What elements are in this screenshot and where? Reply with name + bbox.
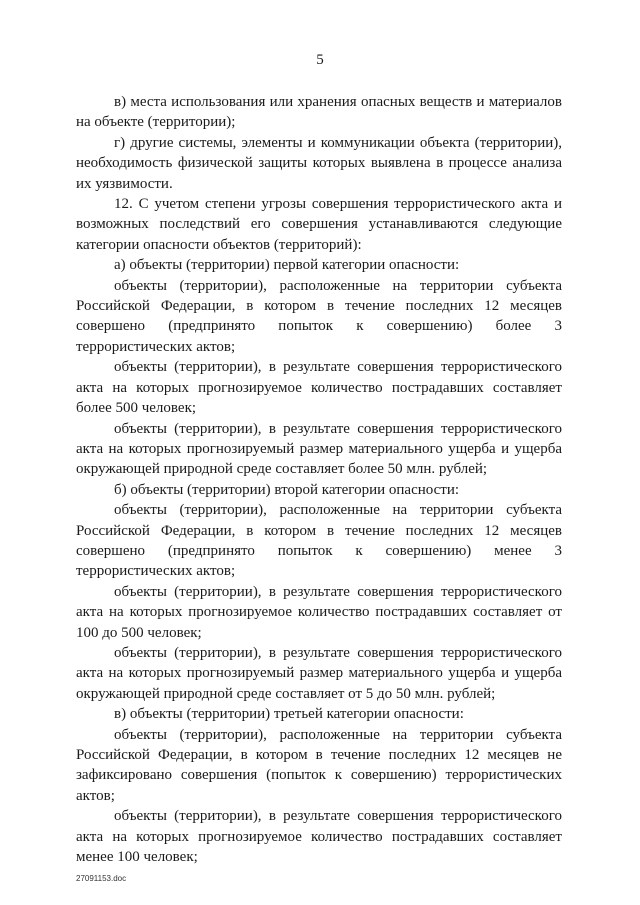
paragraph-clause-12: 12. С учетом степени угрозы совершения террористического акта и возможных последствий его совершения устанавливаются следующие категории опасности объектов (территорий): [76,196,562,253]
paragraph-category-3-heading: в) объекты (территории) третьей категории опасности: [114,706,464,723]
paragraph-item-v-hazardous-materials: в) места использования или хранения опасных веществ и материалов на объекте (территории); [76,94,562,131]
paragraph-category-2-damage: объекты (территории), в результате совершения террористического акта на которых прогнозируемый размер материального ущерба и ущерба окружающей природной среде составляет от 5 до 50 млн. рублей; [76,644,562,702]
paragraph-item-g-other-systems: г) другие системы, элементы и коммуникации объекта (территории), необходимость физической защиты которых выявлена в процессе анализа их уязвимости. [76,134,562,192]
paragraph-category-2-casualties: объекты (территории), в результате совершения террористического акта на которых прогнозируемое количество пострадавших составляет от 100 до 500 человек; [76,583,562,641]
paragraph-category-1-casualties: объекты (территории), в результате совершения террористического акта на которых прогнозируемое количество пострадавших составляет более 500 человек; [76,359,562,417]
paragraph-category-3-region: объекты (территории), расположенные на территории субъекта Российской Федерации, в котором в течение последних 12 месяцев не зафиксировано совершения (попыток к совершению) террористических актов; [76,726,562,804]
document-body [76,92,562,867]
paragraph-category-2-region: объекты (территории), расположенные на территории субъекта Российской Федерации, в котором в течение последних 12 месяцев совершено (предпринято попыток к совершению) менее 3 террористических актов; [76,502,562,580]
paragraph-category-1-heading: а) объекты (территории) первой категории опасности: [114,257,460,274]
paragraph-category-1-region: объекты (территории), расположенные на территории субъекта Российской Федерации, в котором в течение последних 12 месяцев совершено (предпринято попыток к совершению) более 3 террористических актов; [76,277,562,355]
paragraph-category-2-heading: б) объекты (территории) второй категории опасности: [114,481,460,498]
paragraph-category-1-damage: объекты (территории), в результате совершения террористического акта на которых прогнозируемый размер материального ущерба и ущерба окружающей природной среде составляет более 50 млн. рублей; [76,420,562,478]
page-number: 5 [316,52,324,68]
file-name-footer: 27091153.doc [76,874,127,883]
paragraph-category-3-casualties: объекты (территории), в результате совершения террористического акта на которых прогнозируемое количество пострадавших составляет менее 100 человек; [76,808,562,866]
